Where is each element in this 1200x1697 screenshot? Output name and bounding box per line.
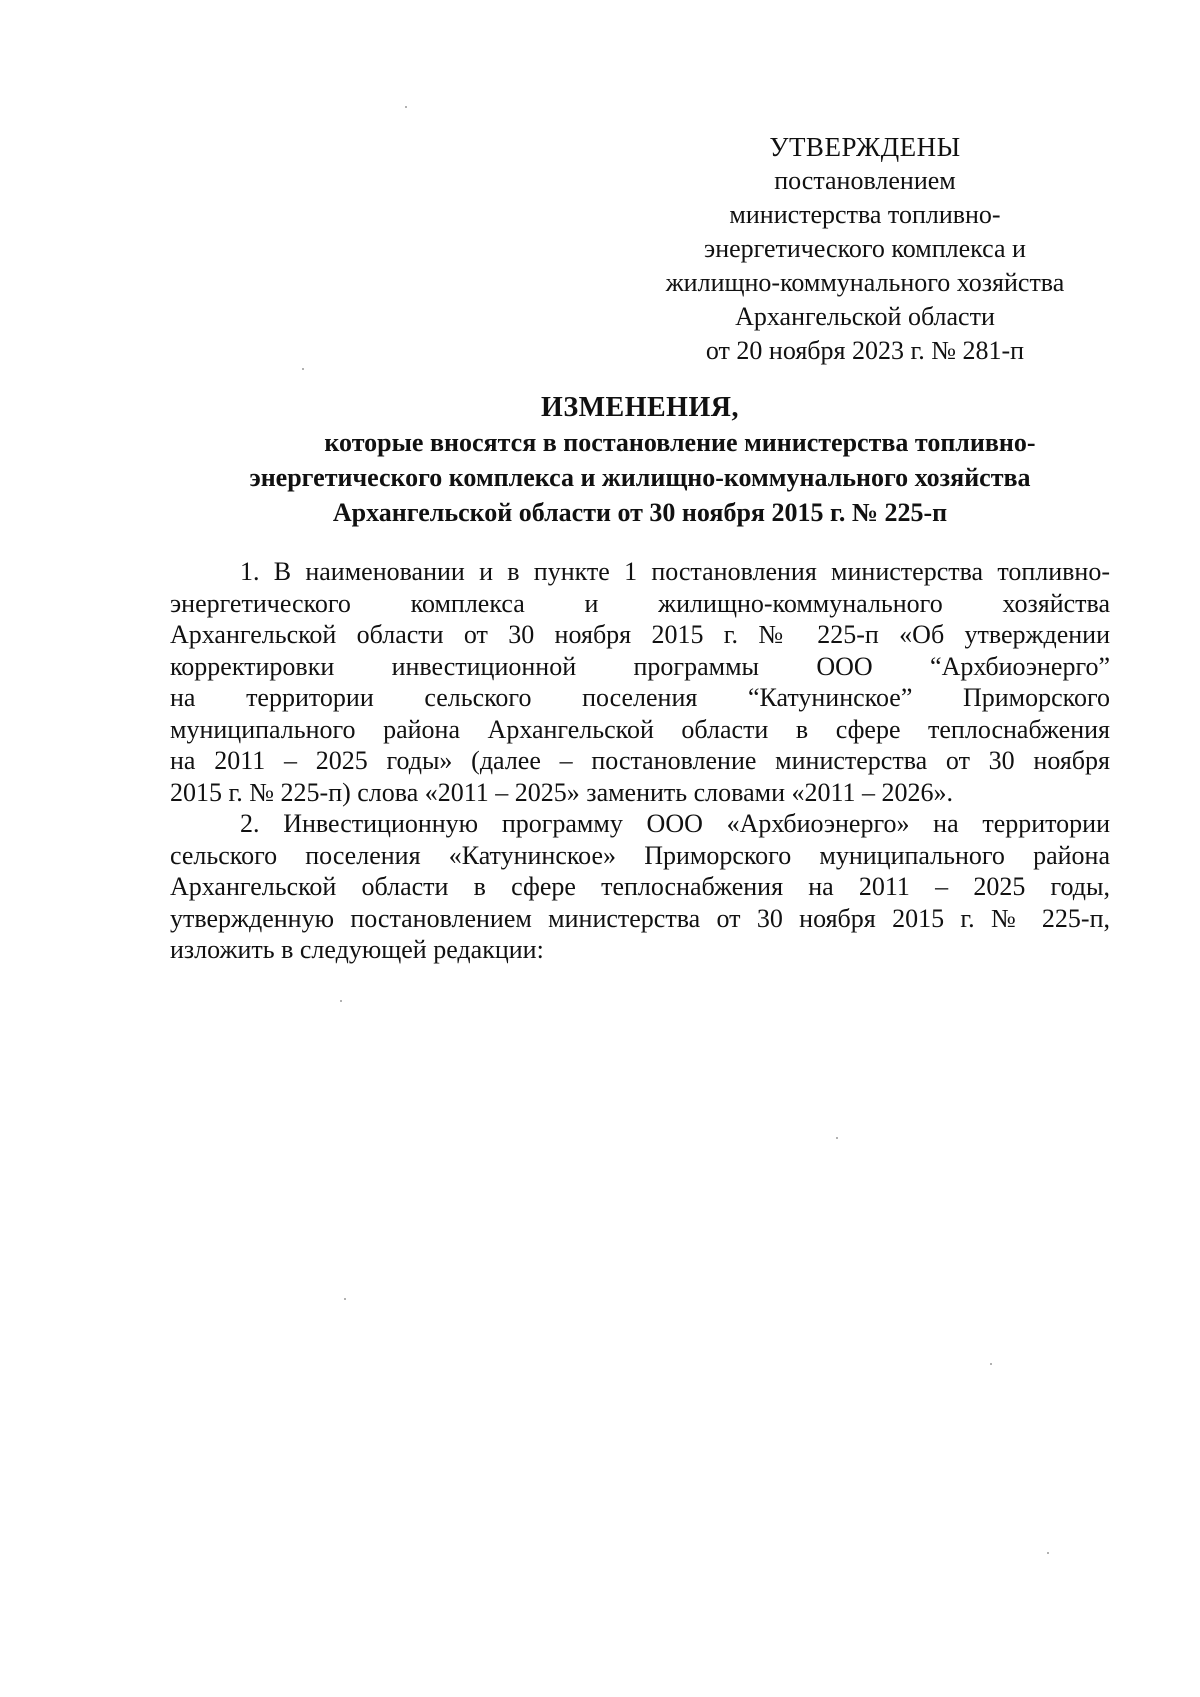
document-body [170,556,1110,966]
approval-block [640,130,1090,368]
approval-line: министерства топливно- [729,200,1001,229]
scan-speck [990,1363,992,1365]
title-line: которые вносятся в постановление министерства топливно- [324,428,1036,457]
paragraph-line: Архангельской области в сфере теплоснабжения на 2011 – 2025 годы, [170,872,1110,901]
scan-speck [1047,1552,1049,1554]
paragraph-line: изложить в следующей редакции: [170,935,544,964]
paragraph-1 [170,556,1110,808]
approval-line: Архангельской области [735,302,995,331]
scan-speck [302,368,304,370]
paragraph-line: энергетического комплекса и жилищно-коммунального хозяйства [170,588,1110,618]
approval-line: постановлением [774,166,956,195]
paragraph-line: 2015 г. № 225-п) слова «2011 – 2025» заменить словами «2011 – 2026». [170,777,954,807]
scan-speck [836,1137,838,1139]
scan-speck [340,1000,342,1002]
paragraph-line: 1. В наименовании и в пункте 1 постановления министерства топливно- [240,557,1110,586]
paragraph-2 [170,808,1110,966]
title-line: энергетического комплекса и жилищно-коммунального хозяйства [249,463,1031,492]
approval-line: жилищно-коммунального хозяйства [665,268,1065,297]
paragraph-line: на 2011 – 2025 годы» (далее – постановление министерства от 30 ноября [170,746,1110,775]
document-title [160,390,1120,530]
title-line: Архангельской области от 30 ноября 2015 г. № 225-п [332,498,948,527]
paragraph-line: сельского поселения «Катунинское» Приморского муниципального района [170,840,1110,870]
approval-line: энергетического комплекса и [704,234,1026,263]
scan-speck [344,1298,346,1300]
title-main: ИЗМЕНЕНИЯ, [541,392,739,423]
paragraph-line: утвержденную постановлением министерства от 30 ноября 2015 г. № 225-п, [170,903,1110,933]
paragraph-line: 2. Инвестиционную программу ООО «Архбиоэнерго» на территории [240,809,1110,838]
paragraph-line: муниципального района Архангельской области в сфере теплоснабжения [170,714,1110,744]
paragraph-line: на территории сельского поселения “Катунинское” Приморского [170,683,1110,712]
paragraph-line: Архангельской области от 30 ноября 2015 г. № 225-п «Об утверждении [170,620,1110,649]
approval-line: от 20 ноября 2023 г. № 281-п [705,336,1025,365]
scan-speck [405,106,407,108]
approval-heading: УТВЕРЖДЕНЫ [769,132,961,162]
paragraph-line: корректировки инвестиционной программы ООО “Архбиоэнерго” [170,651,1110,681]
